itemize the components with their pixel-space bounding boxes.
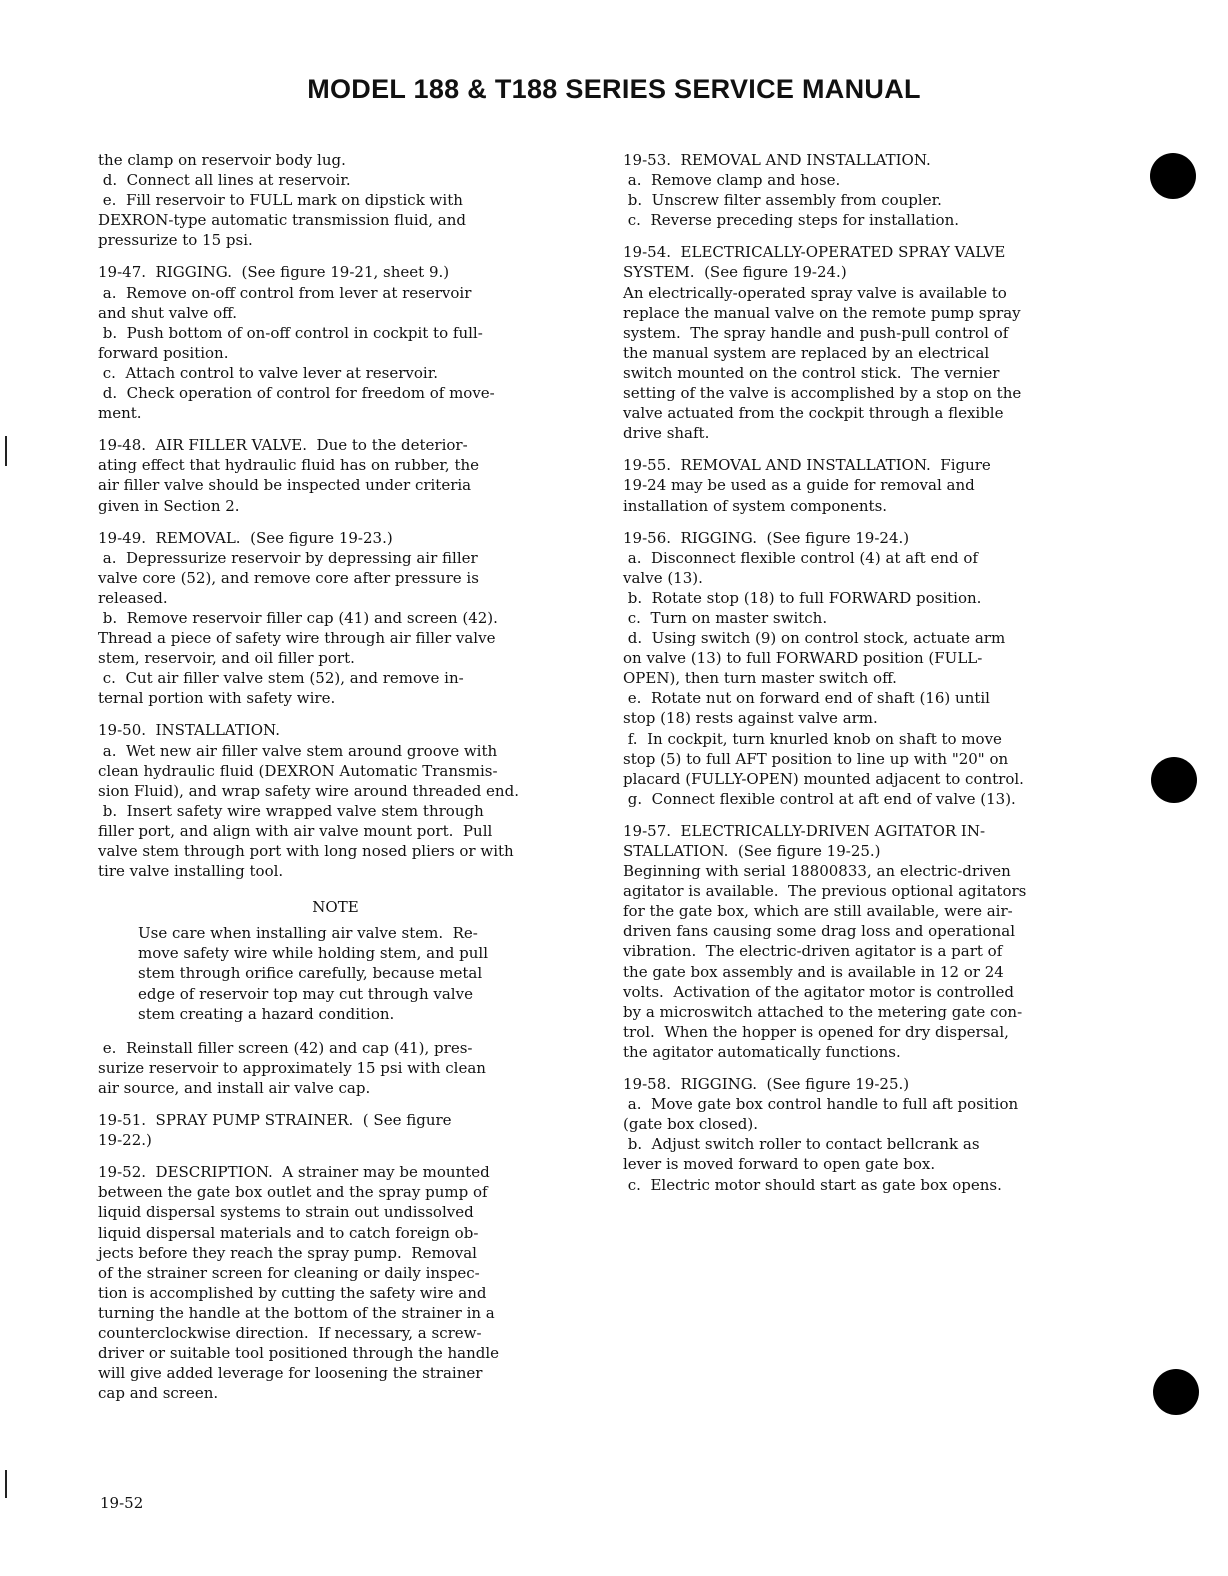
text-line: liquid dispersal systems to strain out undissolved — [98, 1203, 474, 1222]
text-line: d. Check operation of control for freedom of move- — [98, 384, 495, 403]
text-line: f. In cockpit, turn knurled knob on shaft to move — [623, 729, 1002, 748]
section-19-58-rigging — [623, 1074, 1113, 1195]
text-line: OPEN), then turn master switch off. — [623, 669, 897, 688]
text-line: d. Using switch (9) on control stock, actuate arm — [623, 629, 1006, 648]
text-line: the manual system are replaced by an electrical — [623, 343, 990, 362]
scan-mark — [5, 436, 7, 466]
binder-hole-middle — [1151, 757, 1197, 803]
text-line: b. Insert safety wire wrapped valve stem through — [98, 801, 484, 820]
text-line: stop (18) rests against valve arm. — [623, 709, 878, 728]
text-line: system. The spray handle and push-pull control of — [623, 323, 1009, 342]
text-line: trol. When the hopper is opened for dry dispersal, — [623, 1022, 1009, 1041]
scan-mark — [5, 1470, 7, 1498]
text-line: liquid dispersal materials and to catch foreign ob- — [98, 1223, 479, 1242]
section-19-51-spray-pump-strainer — [98, 1110, 593, 1150]
text-line: ternal portion with safety wire. — [98, 689, 336, 708]
text-line: 19-47. RIGGING. (See figure 19-21, sheet 9.) — [98, 263, 450, 282]
page-title: MODEL 188 & T188 SERIES SERVICE MANUAL — [307, 74, 921, 104]
text-line: 19-57. ELECTRICALLY-DRIVEN AGITATOR IN- — [623, 821, 986, 840]
text-line: 19-53. REMOVAL AND INSTALLATION. — [623, 151, 931, 169]
binder-hole-bottom — [1153, 1369, 1199, 1415]
section-19-56-rigging — [623, 528, 1113, 809]
text-line: 19-54. ELECTRICALLY-OPERATED SPRAY VALVE — [623, 243, 1006, 262]
text-line: c. Reverse preceding steps for installation. — [623, 211, 960, 230]
text-line: g. Connect flexible control at aft end of valve (13). — [623, 789, 1016, 808]
section-19-55-removal-installation — [623, 455, 1113, 515]
text-line: STALLATION. (See figure 19-25.) — [623, 842, 881, 860]
text-line: 19-51. SPRAY PUMP STRAINER. ( See figure — [98, 1111, 452, 1130]
text-line: a. Remove clamp and hose. — [623, 171, 841, 190]
text-line: volts. Activation of the agitator motor is controlled — [623, 982, 1014, 1001]
text-line: e. Rotate nut on forward end of shaft (16) until — [623, 689, 990, 708]
text-line: between the gate box outlet and the spray pump of — [98, 1183, 488, 1202]
text-line: for the gate box, which are still available, were air- — [623, 902, 1013, 921]
section-19-47-rigging — [98, 262, 593, 423]
text-line: forward position. — [98, 343, 229, 362]
text-line: will give added leverage for loosening the strainer — [98, 1364, 483, 1383]
text-line: valve actuated from the cockpit through a flexible — [623, 404, 1004, 423]
text-line: 19-55. REMOVAL AND INSTALLATION. Figure — [623, 456, 991, 475]
text-line: valve core (52), and remove core after pressure is — [98, 568, 479, 587]
note-title: NOTE — [312, 898, 359, 917]
text-line: stem creating a hazard condition. — [138, 1004, 395, 1023]
page-number: 19-52 — [100, 1494, 144, 1512]
text-line: placard (FULLY-OPEN) mounted adjacent to control. — [623, 769, 1024, 788]
text-line: by a microswitch attached to the metering gate con- — [623, 1002, 1023, 1021]
text-line: stem, reservoir, and oil filler port. — [98, 649, 355, 668]
text-line: drive shaft. — [623, 424, 710, 443]
text-line: lever is moved forward to open gate box. — [623, 1155, 936, 1174]
text-line: 19-52. DESCRIPTION. A strainer may be mounted — [98, 1163, 490, 1182]
text-line: c. Turn on master switch. — [623, 608, 828, 627]
text-line: An electrically-operated spray valve is available to — [623, 283, 1007, 302]
text-line: 19-24 may be used as a guide for removal and — [623, 476, 975, 495]
section-19-54-spray-valve-system — [623, 242, 1113, 443]
text-line: edge of reservoir top may cut through valve — [138, 984, 473, 1003]
text-line: agitator is available. The previous optional agitators — [623, 882, 1027, 901]
text-line: clean hydraulic fluid (DEXRON Automatic Transmis- — [98, 761, 498, 780]
text-line: a. Move gate box control handle to full aft position — [623, 1095, 1019, 1114]
text-line: and shut valve off. — [98, 303, 238, 322]
text-line: driven fans causing some drag loss and operational — [623, 922, 1016, 941]
text-line: b. Unscrew filter assembly from coupler. — [623, 191, 942, 210]
text-line: ating effect that hydraulic fluid has on rubber, the — [98, 456, 480, 475]
text-line: Beginning with serial 18800833, an electric-driven — [623, 862, 1011, 881]
text-line: a. Depressurize reservoir by depressing air filler — [98, 548, 478, 567]
text-line: 19-22.) — [98, 1131, 152, 1150]
section-19-50-installation — [98, 720, 593, 881]
text-line: c. Attach control to valve lever at reservoir. — [98, 363, 439, 382]
section-19-50-step-e — [98, 1038, 593, 1098]
text-line: surize reservoir to approximately 15 psi with clean — [98, 1058, 486, 1077]
text-line: installation of system components. — [623, 496, 888, 515]
text-line: air source, and install air valve cap. — [98, 1078, 371, 1097]
text-line: released. — [98, 588, 168, 607]
text-line: the clamp on reservoir body lug. — [98, 151, 346, 169]
text-line: pressurize to 15 psi. — [98, 231, 253, 250]
text-line: (gate box closed). — [623, 1115, 758, 1134]
text-line: a. Wet new air filler valve stem around groove with — [98, 741, 498, 760]
text-line: c. Electric motor should start as gate box opens. — [623, 1175, 1002, 1194]
text-line: d. Connect all lines at reservoir. — [98, 171, 351, 190]
right-column — [623, 150, 1113, 1195]
text-line: the gate box assembly and is available in 12 or 24 — [623, 962, 1004, 981]
text-line: the agitator automatically functions. — [623, 1042, 901, 1061]
text-line: setting of the valve is accomplished by a stop on the — [623, 384, 1022, 403]
text-line: c. Cut air filler valve stem (52), and remove in- — [98, 669, 464, 688]
text-line: turning the handle at the bottom of the strainer in a — [98, 1303, 495, 1322]
section-continuation — [98, 150, 593, 250]
text-line: DEXRON-type automatic transmission fluid, and — [98, 211, 466, 230]
text-line: filler port, and align with air valve mount port. Pull — [98, 821, 493, 840]
text-line: e. Fill reservoir to FULL mark on dipstick with — [98, 191, 463, 210]
text-line: tire valve installing tool. — [98, 862, 284, 881]
text-line: b. Adjust switch roller to contact bellcrank as — [623, 1135, 980, 1154]
text-line: 19-56. RIGGING. (See figure 19-24.) — [623, 528, 910, 547]
section-19-57-agitator-installation — [623, 821, 1113, 1062]
text-line: valve stem through port with long nosed pliers or with — [98, 842, 514, 860]
text-line: 19-48. AIR FILLER VALVE. Due to the deterior- — [98, 436, 468, 455]
note-body — [98, 923, 593, 1023]
text-line: a. Disconnect flexible control (4) at aft end of — [623, 548, 978, 567]
text-line: tion is accomplished by cutting the safety wire and — [98, 1283, 487, 1302]
text-line: on valve (13) to full FORWARD position (FULL- — [623, 649, 983, 668]
text-line: Use care when installing air valve stem. Re- — [138, 924, 478, 943]
text-line: Thread a piece of safety wire through air filler valve — [98, 629, 496, 648]
text-line: vibration. The electric-driven agitator is a part of — [623, 942, 1003, 961]
text-line: a. Remove on-off control from lever at reservoir — [98, 283, 472, 302]
text-line: counterclockwise direction. If necessary, a screw- — [98, 1323, 482, 1342]
text-line: given in Section 2. — [98, 496, 240, 515]
text-line: 19-58. RIGGING. (See figure 19-25.) — [623, 1075, 910, 1094]
left-column — [98, 150, 593, 1403]
text-line: SYSTEM. (See figure 19-24.) — [623, 263, 847, 282]
text-line: of the strainer screen for cleaning or daily inspec- — [98, 1263, 480, 1282]
text-line: switch mounted on the control stick. The vernier — [623, 363, 1000, 382]
text-line: jects before they reach the spray pump. Removal — [98, 1243, 477, 1262]
text-line: sion Fluid), and wrap safety wire around threaded end. — [98, 781, 519, 800]
text-line: replace the manual valve on the remote pump spray — [623, 303, 1021, 322]
text-line: e. Reinstall filler screen (42) and cap (41), pres- — [98, 1038, 473, 1057]
text-line: b. Push bottom of on-off control in cockpit to full- — [98, 323, 483, 342]
text-line: cap and screen. — [98, 1384, 219, 1403]
text-line: b. Rotate stop (18) to full FORWARD position. — [623, 588, 982, 607]
text-line: valve (13). — [623, 568, 703, 587]
binder-hole-top — [1150, 153, 1196, 199]
section-19-53-removal-installation — [623, 150, 1113, 230]
text-line: move safety wire while holding stem, and pull — [138, 944, 489, 963]
text-line: 19-49. REMOVAL. (See figure 19-23.) — [98, 528, 393, 547]
text-line: air filler valve should be inspected under criteria — [98, 476, 472, 495]
text-line: ment. — [98, 404, 142, 423]
text-line: driver or suitable tool positioned through the handle — [98, 1344, 500, 1363]
section-19-52-description — [98, 1162, 593, 1403]
text-line: 19-50. INSTALLATION. — [98, 721, 280, 740]
section-19-48-air-filler-valve — [98, 435, 593, 515]
text-line: stem through orifice carefully, because metal — [138, 964, 483, 983]
text-line: b. Remove reservoir filler cap (41) and screen (42). — [98, 608, 498, 627]
section-19-49-removal — [98, 528, 593, 709]
text-line: stop (5) to full AFT position to line up with "20" on — [623, 749, 1009, 768]
